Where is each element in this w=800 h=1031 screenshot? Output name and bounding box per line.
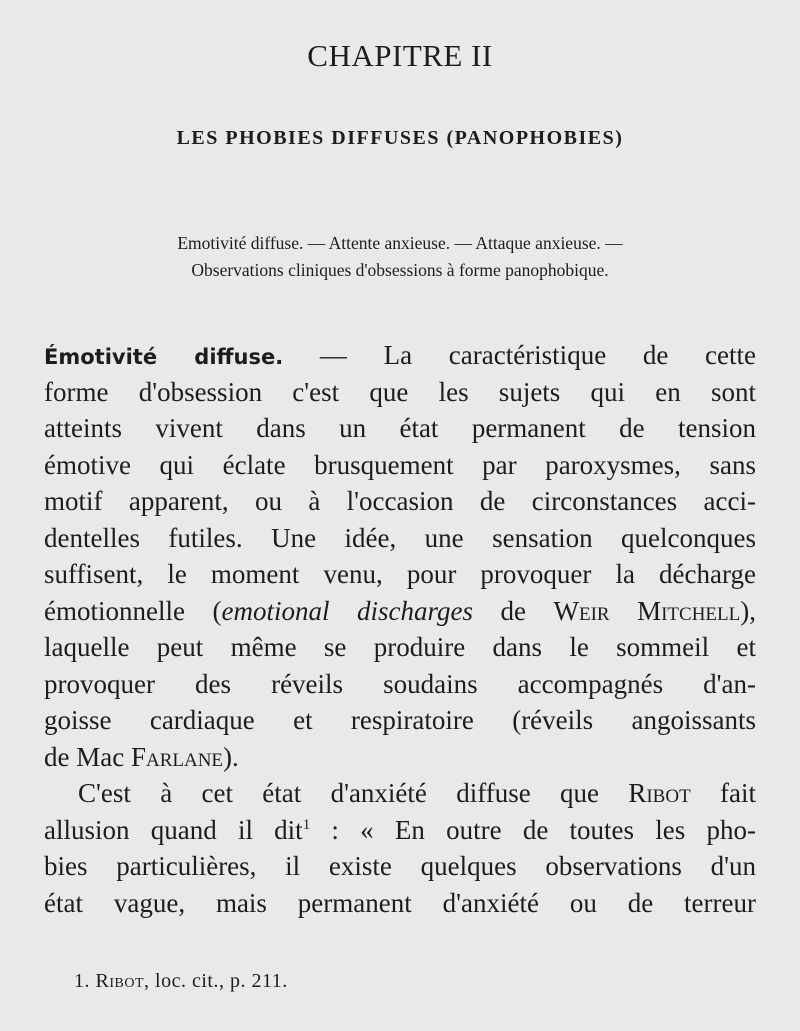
chapter-heading: CHAPITRE II — [307, 38, 493, 73]
text-line: atteints vivent dans un état permanent de tension — [44, 413, 756, 443]
text-line: Émotivité diffuse. — La caractéristique de cette — [44, 340, 756, 370]
text-line: dentelles futiles. Une idée, une sensation quelconques — [44, 522, 756, 553]
text-line: provoquer des réveils soudains accompagnés d'an- — [44, 668, 756, 699]
footnote-marker: 1 — [302, 816, 311, 833]
footnote-text: , loc. cit., p. 211. — [144, 970, 288, 992]
summary-line: Observations cliniques d'obsessions à forme panophobique. — [191, 260, 609, 280]
summary-line: Emotivité diffuse. — Attente anxieuse. — Attaque anxieuse. — — [177, 233, 623, 253]
footnote-author: Ribot — [95, 970, 145, 992]
text-line: motif apparent, ou à l'occasion de circonstances acci- — [44, 486, 756, 516]
text-line: forme d'obsession c'est que les sujets qui en sont — [44, 376, 756, 407]
italic-term: emotional discharges — [221, 595, 473, 626]
text-line: de Mac Farlane). — [44, 741, 239, 772]
text-line: émotive qui éclate brusquement par paroxysmes, sans — [44, 449, 756, 480]
run-in-heading: Émotivité diffuse. — [44, 345, 284, 369]
footnote-number: 1. — [74, 970, 90, 992]
text-line: état vague, mais permanent d'anxiété ou de terreur — [44, 887, 756, 918]
chapter-summary — [70, 230, 730, 284]
author-name: Weir Mitchell — [553, 595, 741, 626]
author-name: Ribot — [628, 778, 691, 808]
text-line: bies particulières, il existe quelques observations d'un — [44, 851, 756, 881]
text-line: allusion quand il dit$^1$ : « En outre de toutes les pho- — [44, 814, 756, 845]
text-line: goisse cardiaque et respiratoire (réveils angoissants — [44, 705, 756, 735]
author-name: Farlane — [130, 741, 224, 772]
body-text — [44, 337, 756, 921]
text-line: suffisent, le moment venu, pour provoquer la décharge — [44, 559, 756, 589]
footnote — [74, 970, 288, 993]
chapter-subtitle: LES PHOBIES DIFFUSES (PANOPHOBIES) — [176, 127, 624, 149]
text-line: C'est à cet état d'anxiété diffuse que Ribot fait — [78, 778, 756, 808]
text-line: laquelle peut même se produire dans le sommeil et — [44, 632, 756, 662]
text-line: émotionnelle (emotional discharges de Weir Mitchell), — [44, 595, 756, 626]
